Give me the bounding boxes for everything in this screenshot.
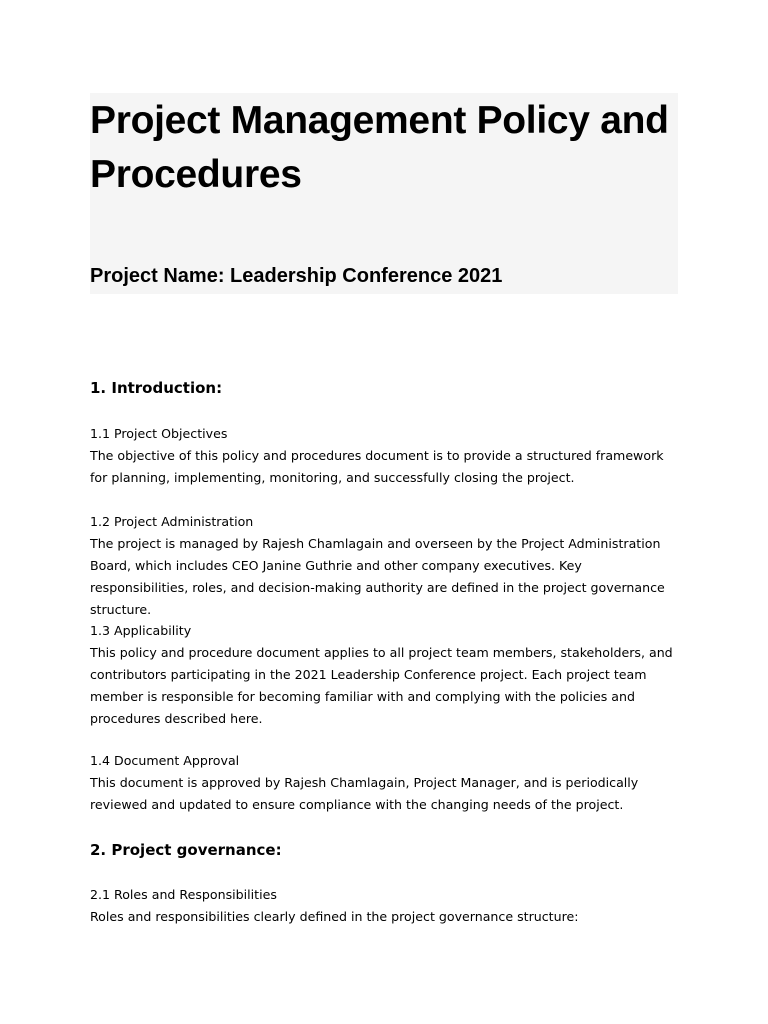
subsection-text-roles-and-responsibilities: Roles and responsibilities clearly defined in the project governance structure:	[90, 909, 579, 924]
section-heading-project-governance: 2. Project governance:	[90, 841, 282, 859]
subsection-title-roles-and-responsibilities: 2.1 Roles and Responsibilities	[90, 887, 277, 902]
subsection-title-document-approval: 1.4 Document Approval	[90, 753, 240, 768]
subsection-text-applicability: This policy and procedure document applies to all project team members, stakeholders, and contributors participating in the 2021 Leadership Conference project. Each project team member is responsible for becoming familiar with and complying with the policies and procedures described here.	[90, 645, 673, 726]
subsection-text-document-approval: This document is approved by Rajesh Chamlagain, Project Manager, and is periodically reviewed and updated to ensure compliance with the changing needs of the project.	[90, 775, 639, 812]
document-title: Project Management Policy and Procedures	[90, 99, 669, 196]
subsection-text-project-objectives: The objective of this policy and procedures document is to provide a structured framework for planning, implementing, monitoring, and successfully closing the project.	[90, 448, 664, 485]
section-heading-introduction: 1. Introduction:	[90, 379, 223, 397]
subsection-title-project-objectives: 1.1 Project Objectives	[90, 426, 228, 441]
subsection-title-project-administration: 1.2 Project Administration	[90, 514, 254, 529]
subsection-text-project-administration: The project is managed by Rajesh Chamlagain and overseen by the Project Administration Board, which includes CEO Janine Guthrie and other company executives. Key responsibilities, roles, and decision-making authority are defined in the project governance structure.	[90, 536, 665, 617]
subsection-title-applicability: 1.3 Applicability	[90, 623, 192, 638]
project-name: Project Name: Leadership Conference 2021	[90, 265, 503, 287]
